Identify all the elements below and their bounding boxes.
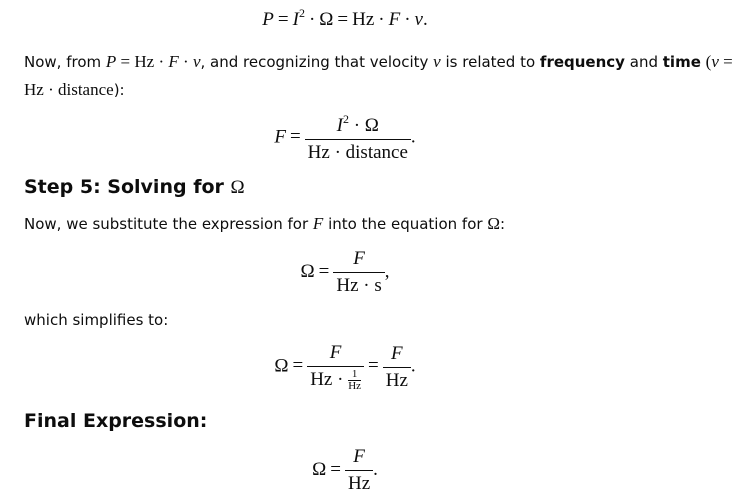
heading-final-text: Final Expression: bbox=[24, 410, 208, 432]
heading-step-5 bbox=[24, 176, 245, 199]
text-and: and bbox=[629, 53, 658, 71]
inline-distance: distance bbox=[58, 80, 114, 99]
symbol-omega-lhs2: Ω bbox=[274, 355, 289, 377]
inline-f: F bbox=[168, 52, 179, 71]
fraction-force: $\frac{I^2 \cdot \Omega}{\text{Hz · distance}}$ bbox=[305, 112, 411, 164]
inline-omega-sub: Ω bbox=[487, 214, 500, 233]
inline-hz: Hz bbox=[134, 52, 155, 71]
text-into: into the equation for bbox=[328, 215, 483, 233]
symbol-f-num2: F bbox=[329, 342, 342, 363]
symbol-omega: Ω bbox=[319, 9, 334, 30]
text-related: is related to bbox=[445, 53, 536, 71]
symbol-omega-final: Ω bbox=[312, 458, 327, 480]
symbol-hz: Hz bbox=[352, 9, 375, 30]
symbol-f: F bbox=[388, 9, 401, 30]
punct-period: . bbox=[410, 126, 416, 148]
equation-ohm-1: Ω = $\frac{F}{Hz \cdot s}$ , bbox=[300, 248, 390, 296]
inline-v2: v bbox=[433, 52, 441, 71]
heading-omega: Ω bbox=[230, 177, 245, 198]
bold-frequency: frequency bbox=[539, 53, 625, 71]
symbol-f-final: F bbox=[353, 446, 365, 467]
fraction-ohm-1: $\frac{F}{Hz \cdot s}$ bbox=[333, 248, 384, 297]
exponent: 2 bbox=[298, 6, 305, 20]
punct-period3: . bbox=[373, 458, 378, 480]
inline-p: P bbox=[105, 52, 117, 71]
symbol-hz-den2: Hz bbox=[310, 369, 333, 390]
fraction-ohm-2a: F Hz · $\frac{1}{Hz}$ bbox=[307, 342, 364, 392]
symbol-omega-num: Ω bbox=[364, 115, 379, 136]
tiny-den: Hz bbox=[348, 380, 362, 393]
exponent-num: 2 bbox=[342, 112, 349, 126]
symbol-s-den: s bbox=[374, 275, 382, 296]
paragraph-substitute bbox=[24, 210, 505, 238]
text-close: ): bbox=[113, 81, 125, 99]
tiny-num: 1 bbox=[351, 368, 358, 381]
symbol-p: P bbox=[262, 9, 274, 30]
equation-ohm-2: Ω = F Hz · $\frac{1}{Hz}$ = $\frac{F}{Hz}$ . bbox=[274, 342, 416, 393]
inline-v: v bbox=[192, 52, 201, 71]
text-colon: : bbox=[499, 215, 506, 233]
text-simplifies: which simplifies to: bbox=[24, 311, 169, 329]
symbol-v: v bbox=[414, 9, 423, 30]
text-substitute: Now, we substitute the expression for bbox=[24, 215, 309, 233]
paragraph-velocity-cont: Hz · distance): bbox=[24, 80, 125, 99]
symbol-hz-den: Hz bbox=[307, 142, 330, 163]
symbol-i: I bbox=[292, 9, 299, 30]
punct-period2: . bbox=[410, 355, 416, 377]
symbol-hz-den1: Hz bbox=[336, 275, 359, 296]
symbol-i-num: I bbox=[336, 115, 343, 136]
bold-time: time bbox=[662, 53, 701, 71]
symbol-hz-den3: Hz bbox=[383, 367, 411, 392]
paragraph-simplifies bbox=[24, 306, 168, 334]
equation-final: Ω = $\frac{F}{Hz}$ . bbox=[312, 446, 378, 494]
symbol-hz-final: Hz bbox=[345, 470, 373, 495]
inline-f-sub: F bbox=[312, 214, 324, 233]
heading-final-expression bbox=[24, 410, 207, 432]
text-paren: ( bbox=[705, 52, 712, 71]
symbol-f-num3: F bbox=[391, 342, 403, 364]
punct-comma: , bbox=[384, 260, 390, 282]
paragraph-velocity: Now, from P = Hz · F · v, and recognizing that velocity v is related to frequency and time (v = bbox=[24, 52, 733, 71]
inline-hz2: Hz bbox=[24, 80, 44, 99]
equation-force: F = $\frac{I^2 \cdot \Omega}{\text{Hz · distance}}$ . bbox=[274, 112, 416, 163]
equation-power: $P = I^2 \cdot \Omega = Hz \cdot F \cdot v$. bbox=[262, 6, 428, 30]
fraction-final bbox=[345, 446, 373, 495]
fraction-tiny bbox=[348, 369, 361, 392]
inline-v3: v bbox=[711, 52, 719, 71]
heading-text: Step 5: Solving for bbox=[24, 176, 224, 198]
text-now-from: Now, from bbox=[24, 53, 102, 71]
text-recognizing: , and recognizing that velocity bbox=[200, 53, 429, 71]
text-distance-den: distance bbox=[345, 142, 408, 163]
fraction-ohm-2b bbox=[383, 343, 411, 392]
symbol-f-lhs: F bbox=[274, 126, 286, 148]
symbol-f-num: F bbox=[353, 248, 365, 269]
symbol-omega-lhs: Ω bbox=[300, 260, 315, 282]
